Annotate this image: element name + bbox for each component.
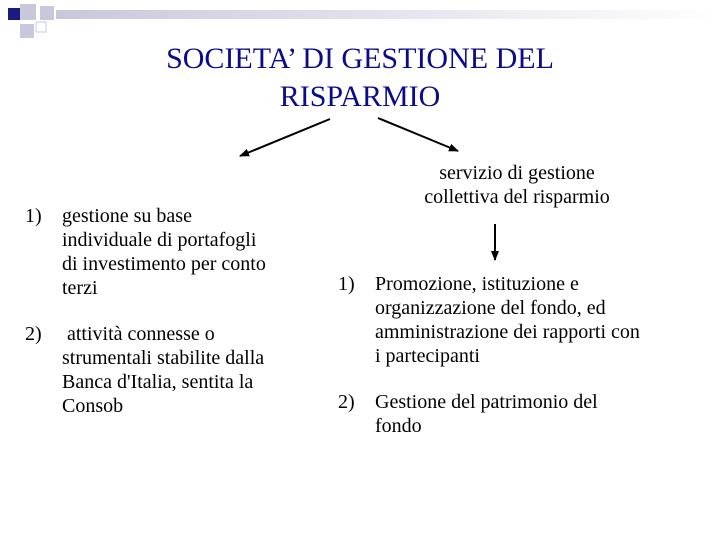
deco-square-light xyxy=(20,4,36,20)
arrow-left xyxy=(240,119,330,156)
list-line: strumentali stabilite dalla xyxy=(62,347,265,369)
list-number: 1) xyxy=(25,205,42,227)
list-item xyxy=(25,204,325,300)
list-item xyxy=(338,390,708,438)
list-line: attività connesse o xyxy=(62,323,215,345)
arrow-right xyxy=(378,118,458,151)
list-line: Gestione del patrimonio del xyxy=(375,391,598,413)
header-band xyxy=(56,10,720,19)
title-line-2: RISPARMIO xyxy=(279,80,441,113)
deco-square-white xyxy=(36,22,46,32)
list-line: Promozione, istituzione e xyxy=(375,273,579,295)
list-item xyxy=(25,322,325,418)
list-line: gestione su base xyxy=(62,205,192,227)
right-intro xyxy=(377,161,657,209)
list-line: Banca d'Italia, sentita la xyxy=(62,371,254,393)
list-line: Consob xyxy=(62,395,124,417)
slide-title xyxy=(60,40,660,116)
list-line: individuale di portafogli xyxy=(62,229,257,251)
list-line: i partecipanti xyxy=(375,345,480,367)
list-line: terzi xyxy=(62,277,98,299)
right-list xyxy=(338,272,708,438)
list-line: amministrazione dei rapporti con xyxy=(375,321,640,343)
list-number: 1) xyxy=(338,273,355,295)
deco-square-navy xyxy=(8,8,20,20)
title-line-1: SOCIETA’ DI GESTIONE DEL xyxy=(166,42,554,75)
list-number: 2) xyxy=(25,323,42,345)
list-line: organizzazione del fondo, ed xyxy=(375,297,606,319)
left-list xyxy=(25,204,325,418)
deco-square-light xyxy=(40,6,54,20)
list-line: fondo xyxy=(375,415,422,437)
list-number: 2) xyxy=(338,391,355,413)
intro-line-2: collettiva del risparmio xyxy=(424,186,610,208)
deco-square-light xyxy=(20,24,34,38)
intro-line-1: servizio di gestione xyxy=(439,162,595,184)
list-item xyxy=(338,272,708,368)
list-line: di investimento per conto xyxy=(62,253,266,275)
